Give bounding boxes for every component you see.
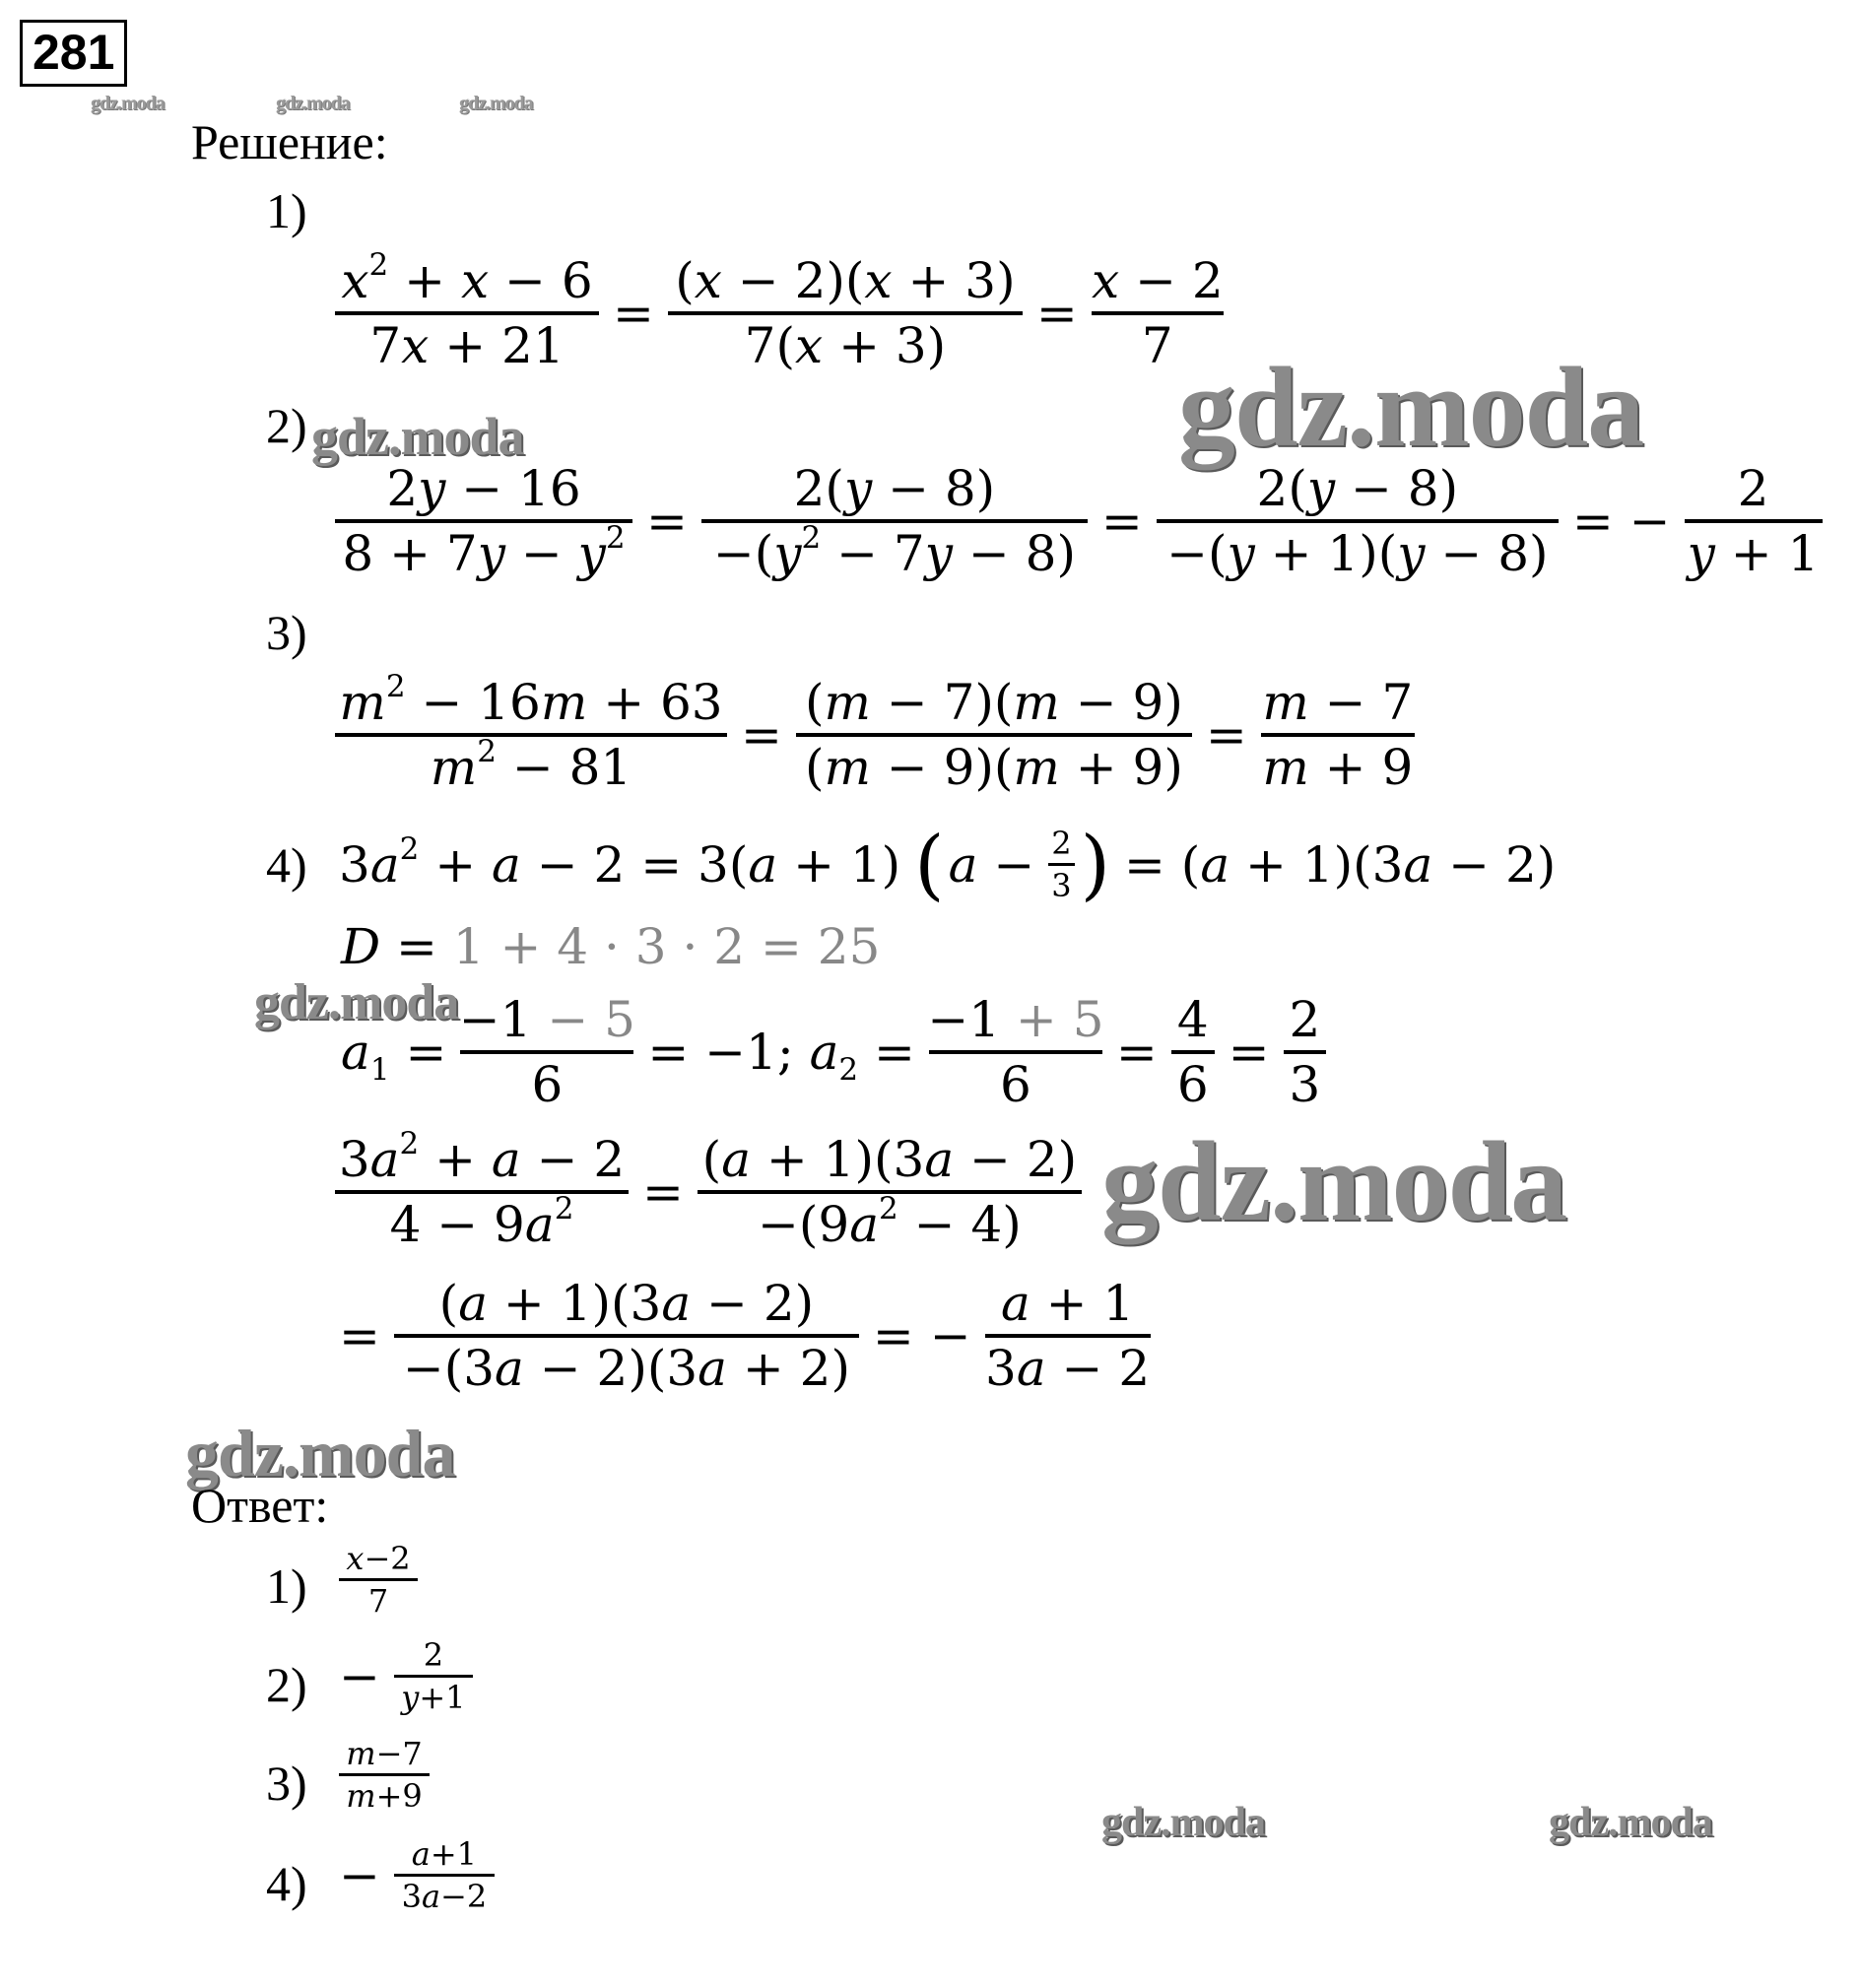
equation-1: $\frac{x^2 + x - 6}{7x + 21}$ = $\frac{(x - 2)(x + 3)}{7(x + 3)}$ = $\frac{x - 2}{7}$ bbox=[335, 250, 1224, 376]
equation-2: $\frac{2y - 16}{8 + 7y - y^2}$ = $\frac{2(y - 8)}{-(y^2 - 7y - 8)}$ = $\frac{2(y - 8)}{-(y + 1)(y - 8)}$ = − $\frac{2}{y + 1}$ bbox=[335, 458, 1823, 584]
item-4-label: 4) bbox=[266, 837, 307, 893]
equation-3: $\frac{m^2 - 16m + 63}{m^2 - 81}$ = $\frac{(m - 7)(m - 9)}{(m - 9)(m + 9)}$ = $\frac{m - 7}{m + 9}$ bbox=[335, 672, 1415, 798]
watermark-medium: gdz.moda bbox=[1549, 1800, 1712, 1845]
item-1-label: 1) bbox=[266, 183, 307, 238]
solution-heading: Решение: bbox=[191, 114, 388, 169]
item-3-label: 3) bbox=[266, 605, 307, 660]
watermark-large: gdz.moda bbox=[1178, 345, 1644, 471]
watermark-small: gdz.moda bbox=[276, 93, 350, 114]
answer-4-label: 4) bbox=[266, 1856, 307, 1911]
discriminant: D = 1 + 4 · 3 · 2 = 25 bbox=[341, 918, 881, 975]
watermark-small: gdz.moda bbox=[459, 93, 533, 114]
equation-4-factorization: $3a^2 + a - 2 = 3(a + 1)$ ( a − $\frac{2}{3}$ ) = (a + 1)(3a − 2) bbox=[339, 820, 1557, 909]
watermark-medium: gdz.moda bbox=[1101, 1800, 1265, 1845]
problem-number: 281 bbox=[20, 20, 127, 87]
watermark-medium: gdz.moda bbox=[254, 974, 459, 1030]
answer-2-label: 2) bbox=[266, 1657, 307, 1712]
answer-3-label: 3) bbox=[266, 1756, 307, 1811]
watermark-medium: gdz.moda bbox=[185, 1416, 455, 1491]
answer-4: − $\frac{a+1}{3a-2}$ bbox=[339, 1834, 495, 1916]
watermark-small: gdz.moda bbox=[91, 93, 165, 114]
answer-heading: Ответ: bbox=[191, 1478, 329, 1533]
watermark-large: gdz.moda bbox=[1101, 1119, 1567, 1245]
equation-4-result: = $\frac{(a + 1)(3a - 2)}{-(3a - 2)(3a + 2)}$ = − $\frac{a + 1}{3a - 2}$ bbox=[339, 1275, 1151, 1397]
answer-2: − $\frac{2}{y+1}$ bbox=[339, 1635, 473, 1717]
roots: $a_1$ = $\frac{-1 - 5}{6}$ = −1; $a_2$ = $\frac{-1 + 5}{6}$ = $\frac{4}{6}$ = $\frac{2}{3}$ bbox=[341, 989, 1326, 1115]
item-2-label: 2) bbox=[266, 398, 307, 453]
equation-4-fraction: $\frac{3a^2 + a - 2}{4 - 9a^2}$ = $\frac{(a + 1)(3a - 2)}{-(9a^2 - 4)}$ bbox=[335, 1129, 1082, 1255]
answer-3: $\frac{m-7}{m+9}$ bbox=[339, 1734, 430, 1816]
watermark-medium: gdz.moda bbox=[311, 407, 524, 466]
answer-1: $\frac{x-2}{7}$ bbox=[339, 1539, 418, 1621]
answer-1-label: 1) bbox=[266, 1558, 307, 1614]
